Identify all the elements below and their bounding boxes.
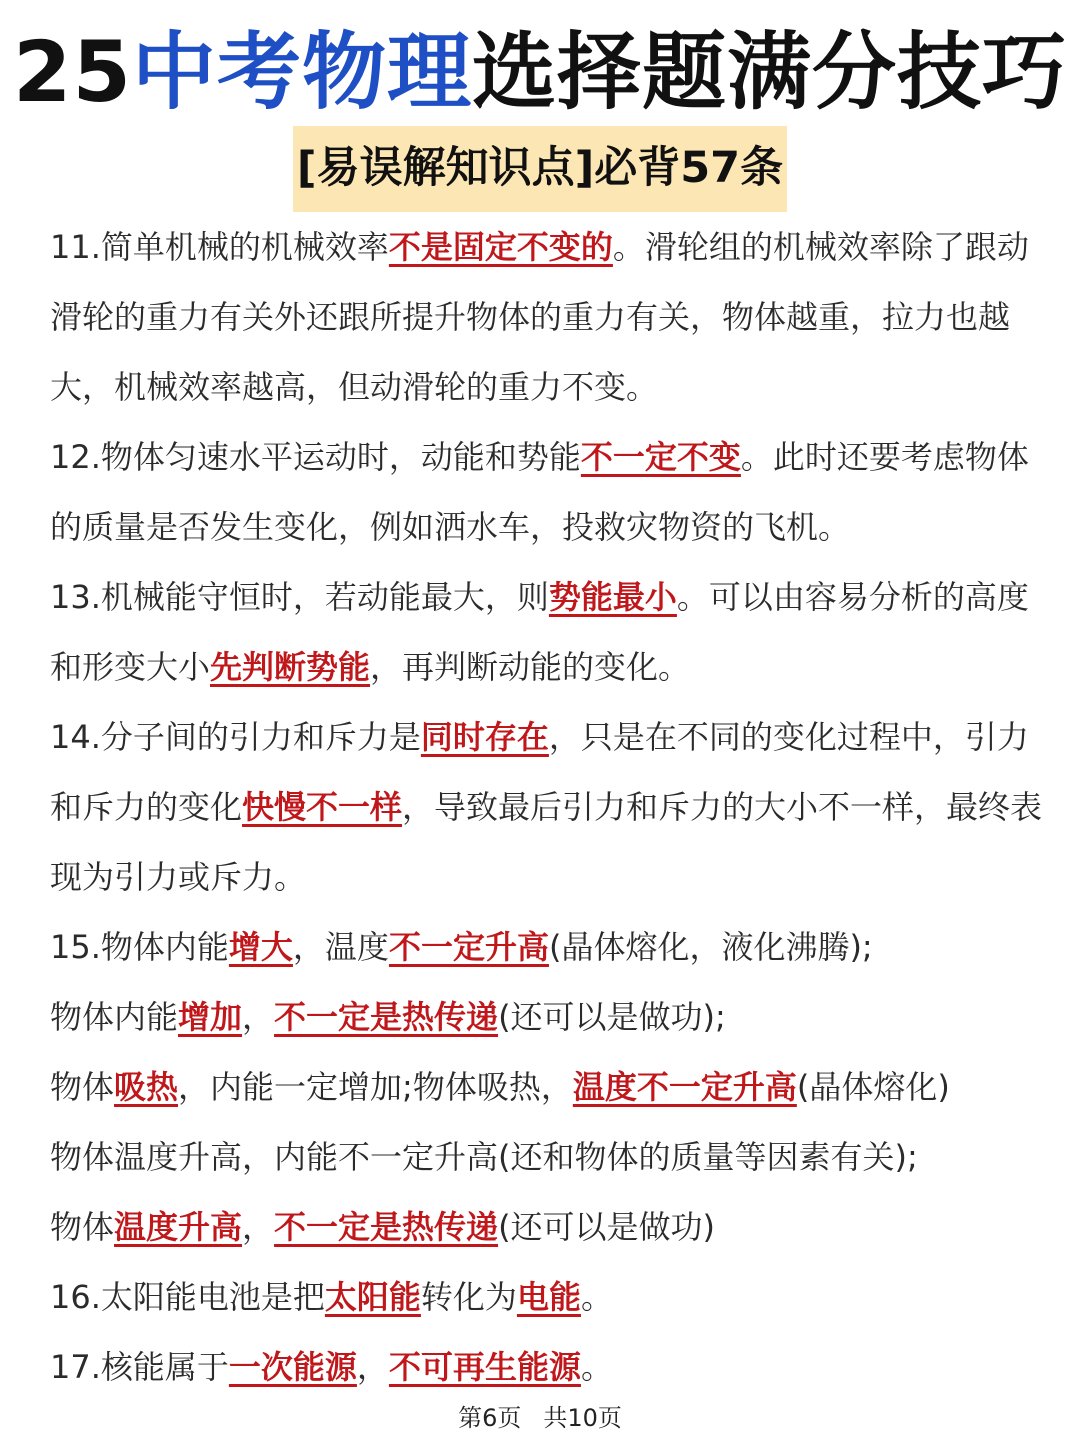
list-item <box>50 1262 1055 1332</box>
subtitle: [易误解知识点]必背57条 <box>293 126 787 212</box>
key-phrase: 温度不一定升高 <box>572 1068 797 1106</box>
item-text: 16.太阳能电池是把 <box>50 1278 325 1316</box>
list-item <box>50 422 1055 562</box>
key-phrase: 先判断势能 <box>210 648 371 686</box>
page-total: 共10页 <box>543 1404 622 1432</box>
item-text: 转化为 <box>420 1278 517 1316</box>
key-phrase: 势能最小 <box>548 578 677 616</box>
item-text: 。 <box>580 1278 613 1316</box>
item-text: 物体 <box>50 1208 115 1246</box>
item-text: ，导致最后引力和斥力的大小不一样，最终表现为引力或斥力。 <box>50 788 1043 896</box>
key-phrase: 增加 <box>178 998 243 1036</box>
knowledge-list <box>50 212 1055 1402</box>
list-item <box>50 912 1055 982</box>
list-item <box>50 1192 1055 1262</box>
list-item <box>50 1332 1055 1402</box>
item-text: 。 <box>580 1348 613 1386</box>
item-text: ，温度 <box>292 928 389 966</box>
item-text: ， <box>242 998 275 1036</box>
item-text: (晶体熔化，液化沸腾); <box>548 928 873 966</box>
item-text: 物体内能 <box>50 998 179 1036</box>
item-text: ，再判断动能的变化。 <box>370 648 691 686</box>
item-text: 物体温度升高，内能不一定升高(还和物体的质量等因素有关); <box>50 1138 918 1176</box>
item-text: 13.机械能守恒时，若动能最大，则 <box>50 578 549 616</box>
item-text: 物体 <box>50 1068 115 1106</box>
key-phrase: 同时存在 <box>420 718 549 756</box>
key-phrase: 不一定升高 <box>388 928 549 966</box>
key-phrase: 一次能源 <box>228 1348 357 1386</box>
key-phrase: 增大 <box>228 928 293 966</box>
list-item <box>50 1052 1055 1122</box>
key-phrase: 不一定是热传递 <box>274 998 499 1036</box>
key-phrase: 电能 <box>516 1278 581 1316</box>
item-text: 17.核能属于 <box>50 1348 229 1386</box>
list-item <box>50 212 1055 422</box>
item-text: ， <box>242 1208 275 1246</box>
item-text: 。滑轮组的机械效率除了跟动滑轮的重力有关外还跟所提升物体的重力有关，物体越重，拉力也越大，机械效率越高，但动滑轮的重力不变。 <box>50 228 1029 406</box>
title-prefix: 25 <box>13 23 132 121</box>
item-text: 11.简单机械的机械效率 <box>50 228 389 266</box>
item-text: 。此时还要考虑物体的质量是否发生变化，例如洒水车，投救灾物资的飞机。 <box>50 438 1029 546</box>
key-phrase: 快慢不一样 <box>242 788 403 826</box>
list-item <box>50 702 1055 912</box>
list-item <box>50 562 1055 702</box>
item-text: 12.物体匀速水平运动时，动能和势能 <box>50 438 581 476</box>
item-text: ，内能一定增加;物体吸热， <box>178 1068 573 1106</box>
item-text: (还可以是做功); <box>498 998 726 1036</box>
page-title <box>0 22 1080 122</box>
key-phrase: 温度升高 <box>114 1208 243 1246</box>
page-footer <box>0 1398 1080 1433</box>
key-phrase: 太阳能 <box>324 1278 421 1316</box>
page-number: 第6页 <box>458 1404 522 1432</box>
key-phrase: 不可再生能源 <box>388 1348 581 1386</box>
item-text: (晶体熔化) <box>796 1068 950 1106</box>
item-text: (还可以是做功) <box>498 1208 716 1246</box>
item-text: 14.分子间的引力和斥力是 <box>50 718 421 756</box>
key-phrase: 不一定不变 <box>580 438 741 476</box>
subtitle-banner <box>0 126 1080 212</box>
item-text: ， <box>356 1348 389 1386</box>
list-item <box>50 1122 1055 1192</box>
item-text: 15.物体内能 <box>50 928 229 966</box>
key-phrase: 不一定是热传递 <box>274 1208 499 1246</box>
list-item <box>50 982 1055 1052</box>
key-phrase: 不是固定不变的 <box>388 228 613 266</box>
key-phrase: 吸热 <box>114 1068 179 1106</box>
item-text: ，只是在不同的变化过程中，引力和斥力的变化 <box>50 718 1029 826</box>
title-highlight: 中考物理 <box>131 23 472 121</box>
item-text: 。可以由容易分析的高度和形变大小 <box>50 578 1029 686</box>
title-suffix: 选择题满分技巧 <box>471 23 1067 121</box>
